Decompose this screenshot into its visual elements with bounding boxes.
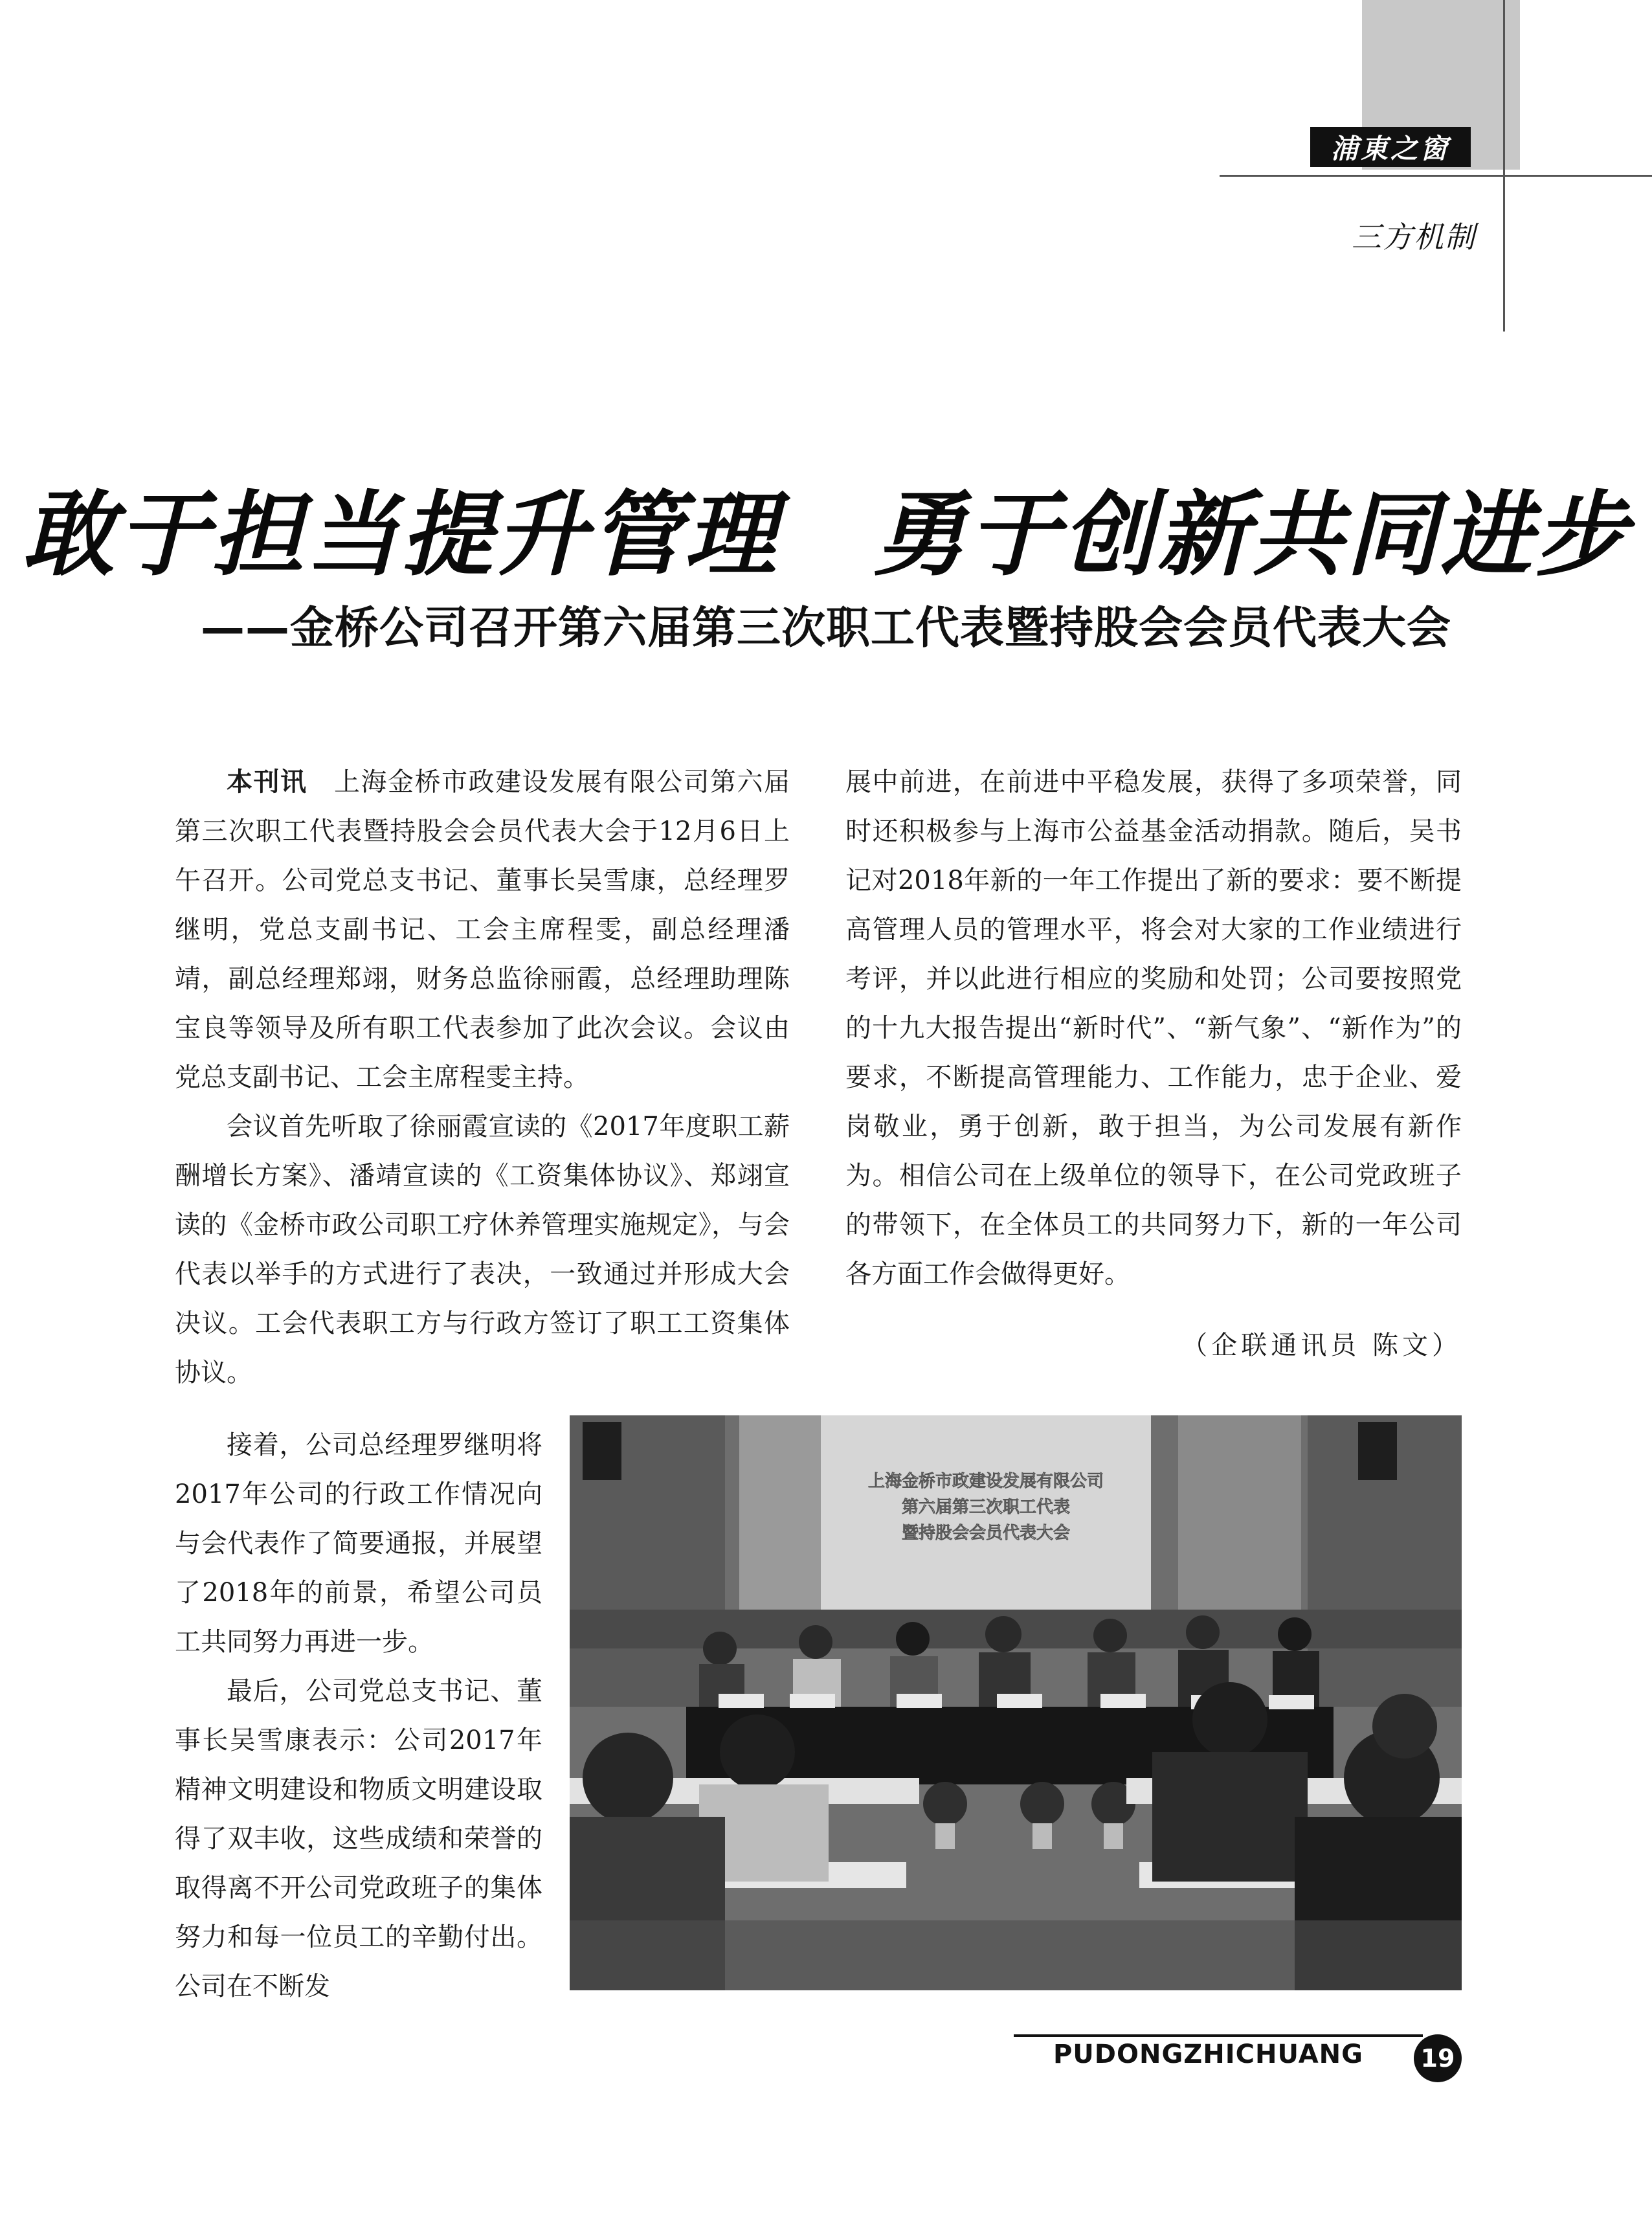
article-subtitle: ——金桥公司召开第六届第三次职工代表暨持股会会员代表大会 (200, 603, 1451, 654)
screen-line-3: 暨持股会会员代表大会 (901, 1523, 1071, 1543)
article-paragraph-5: 展中前进，在前进中平稳发展，获得了多项荣誉，同时还积极参与上海市公益基金活动捐款。随后，吴书记对2018年新的一年工作提出了新的要求：要不断提高管理人员的管理水平，将会对大家的工作业绩进行考评，并以此进行相应的奖励和处罚；公司要按照党的十九大报告提出“新时代”、“新气象”、“新作为”的要求，不断提高管理能力、工作能力，忠于企业、爱岗敬业，勇于创新，敢于担当，为公司发展有新作为。相信公司在上级单位的领导下，在公司党政班子的带领下，在全体员工的共同努力下，新的一年公司各方面工作会做得更好。 (845, 767, 1462, 1289)
article-column-left-narrow (175, 1421, 542, 2011)
article-paragraph-3: 接着，公司总经理罗继明将2017年公司的行政工作情况向与会代表作了简要通报，并展望了2018年的前景，希望公司员工共同努力再进一步。 (175, 1430, 542, 1657)
article-paragraph-4: 最后，公司党总支书记、董事长吴雪康表示：公司2017年精神文明建设和物质文明建设取得了双丰收，这些成绩和荣誉的取得离不开公司党政班子的集体努力和每一位员工的辛勤付出。公司在不断发 (175, 1676, 542, 2001)
magazine-logo: 浦東之窗 (1310, 127, 1471, 167)
paragraph-1-text: 上海金桥市政建设发展有限公司第六届第三次职工代表暨持股会会员代表大会于12月6日上午召开。公司党总支书记、董事长吴雪康，总经理罗继明，党总支副书记、工会主席程雯，副总经理潘靖，副总经理郑翊，财务总监徐丽霞，总经理助理陈宝良等领导及所有职工代表参加了此次会议。会议由党总支副书记、工会主席程雯主持。 (175, 767, 790, 1092)
meeting-photo (570, 1415, 1462, 1990)
article-paragraph-2: 会议首先听取了徐丽霞宣读的《2017年度职工薪酬增长方案》、潘靖宣读的《工资集体协议》、郑翊宣读的《金桥市政公司职工疗休养管理实施规定》，与会代表以举手的方式进行了表决，一致通过并形成大会决议。工会代表职工方与行政方签订了职工工资集体协议。 (175, 1112, 790, 1388)
section-label: 三方机制 (1352, 219, 1476, 254)
page-number: 19 (1414, 2034, 1462, 2082)
screen-line-1: 上海金桥市政建设发展有限公司 (867, 1472, 1104, 1491)
footer-magazine-name: PUDONGZHICHUANG (1053, 2040, 1363, 2069)
article-title: 敢于担当提升管理 勇于创新共同进步 (23, 482, 1629, 589)
article-column-left (175, 758, 790, 1397)
header-horizontal-rule (1220, 175, 1652, 177)
footer-rule (1014, 2034, 1423, 2037)
article-column-right (845, 758, 1462, 1299)
byline: （企联通讯员 陈文） (1181, 1331, 1462, 1360)
screen-line-2: 第六届第三次职工代表 (901, 1498, 1071, 1517)
article-paragraph-1 (175, 758, 790, 1102)
lead-label: 本刊讯 (227, 767, 307, 797)
header-vertical-rule (1503, 0, 1505, 332)
